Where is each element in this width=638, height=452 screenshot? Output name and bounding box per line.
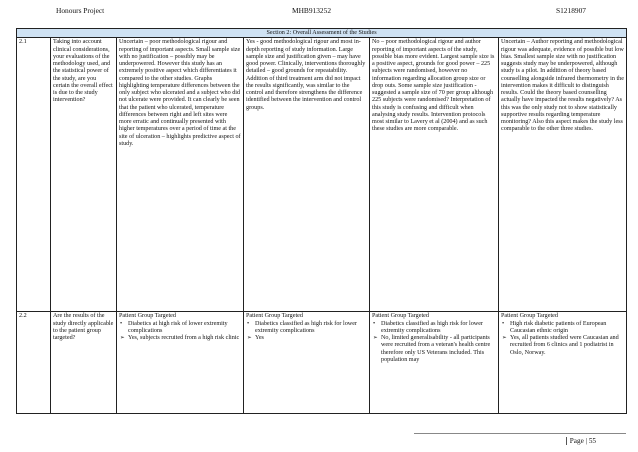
table-row bbox=[17, 312, 627, 414]
section-title: Section 2: Overall Assessment of the Studies bbox=[17, 29, 627, 38]
cell-heading: Patient Group Targeted bbox=[246, 313, 303, 320]
list-item: ➢ Yes, all patients studied were Caucasian and recruited from 6 clinics and 1 podiatrist in Oslo, Norway. bbox=[501, 335, 624, 357]
study-cell-3 bbox=[370, 312, 499, 414]
row-question: Taking into account clinical considerations, your evaluations of the methodology used, and the statistical power of the study, are you certain the overall effect is due to the study intervention? bbox=[51, 38, 117, 312]
study-cell-1 bbox=[117, 312, 244, 414]
list-item: ➢ Yes, subjects recruited from a high risk clinic bbox=[119, 335, 241, 342]
row-question: Are the results of the study directly applicable to the patient group targeted? bbox=[51, 312, 117, 414]
section-header-row bbox=[17, 29, 627, 38]
table-row bbox=[17, 38, 627, 312]
header-project-title: Honours Project bbox=[56, 6, 105, 15]
bullet-list bbox=[501, 321, 624, 357]
page-label: Page bbox=[569, 437, 584, 445]
page-footer: Page | 55 bbox=[566, 437, 596, 445]
page-number: 55 bbox=[588, 437, 596, 445]
list-item: • Diabetics classified as high risk for lower extremity complications bbox=[372, 321, 496, 336]
row-number: 2.2 bbox=[17, 312, 51, 414]
study-cell-2: Yes - good methodological rigour and most in-depth reporting of study information. Large sample size and justification given – may have good power. Clinically, interventions thoroughly detailed – good grounds for repeatability. Addition of third treatment arm did not impact the results significantly, was similar to the control and therefore strengthens the difference identified between the intervention and control groups. bbox=[244, 38, 370, 312]
assessment-table bbox=[16, 28, 627, 414]
list-item: • High risk diabetic patients of European Caucasian ethnic origin bbox=[501, 321, 624, 336]
study-cell-1: Uncertain – poor methodological rigour and reporting of important aspects. Small sample size with no justification – possibly may be underpowered. However this study has an extremely positive aspect which differentiates it compared to the other studies. Graphs highlighting temperature differences between the only subject who ulcerated and a subject who did not ulcerate were provided. It can clearly be seen that the patient who ulcerated, temperature differences between right and left sites were more erratic and continually presented with higher temperatures over a period of time at the site of ulceration – highlights predictive aspect of study. bbox=[117, 38, 244, 312]
page-header bbox=[0, 6, 638, 18]
list-item: • Diabetics classified as high risk for lower extremity complications bbox=[246, 321, 367, 336]
list-item: ➢ No, limited generalisability - all participants were recruited from a veteran's health centre therefore only US Veterans included. This population may bbox=[372, 335, 496, 364]
bullet-list bbox=[246, 321, 367, 343]
study-cell-3: No – poor methodological rigour and author reporting of important aspects of the study, possible bias more evident. Largest sample size is a positive aspect, grounds for good power – 225 subjects were randomised, however no information regarding allocation group size or drop outs. Some sample size justification - suggested a sample size of 70 per group although 225 subjects were randomised? Interpretation of this study is confusing and difficult when analysing study results. Intervention protocols most similar to Lavery et al (2004) and as such these studies are more comparable. bbox=[370, 38, 499, 312]
cell-heading: Patient Group Targeted bbox=[119, 313, 176, 320]
list-item: ➢ Yes bbox=[246, 335, 367, 342]
study-cell-2 bbox=[244, 312, 370, 414]
footer-divider bbox=[414, 433, 626, 434]
header-student-id: S1218907 bbox=[556, 6, 586, 15]
study-cell-4 bbox=[499, 312, 627, 414]
cell-heading: Patient Group Targeted bbox=[501, 313, 558, 320]
bullet-list bbox=[119, 321, 241, 343]
bullet-list bbox=[372, 321, 496, 365]
row-number: 2.1 bbox=[17, 38, 51, 312]
list-item: • Diabetics at high risk of lower extremity complications bbox=[119, 321, 241, 336]
cell-heading: Patient Group Targeted bbox=[372, 313, 429, 320]
study-cell-4: Uncertain – Author reporting and methodological rigour was adequate, evidence of possible but low bias. Smallest sample size with no justification suggests study may be underpowered, although study is a pilot. In addition of theory based counselling alongside infrared thermometry in the intervention makes it difficult to distinguish results. Could the theory based counselling actually have impacted the results negatively? As this was the only study not to show statistically supportive results regarding temperature monitoring? Also this aspect makes the study less comparable to the other three studies. bbox=[499, 38, 627, 312]
header-module-code: MHB913252 bbox=[292, 6, 332, 15]
